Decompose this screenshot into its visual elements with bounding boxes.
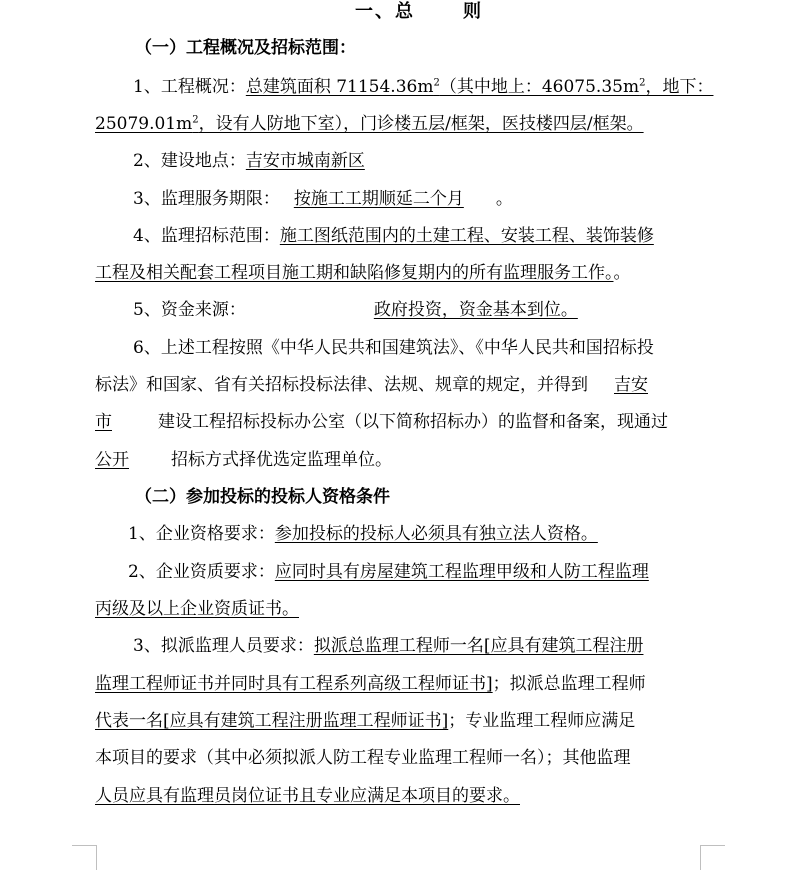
s1-p3-value: 按施工工期顺延二个月 (293, 189, 464, 209)
chapter-title-prefix: 一、总 (355, 1, 415, 22)
s2-p2-label: 2、企业资质要求： (128, 562, 275, 582)
section2-heading: （二）参加投标的投标人资格条件 (135, 487, 390, 507)
s2-p3-line3: 代表一名[应具有建筑工程注册监理工程师证书]；专业监理工程师应满足 (95, 711, 636, 731)
s2-p3-line4: 本项目的要求（其中必须拟派人防工程专业监理工程师一名）；其他监理 (95, 748, 631, 768)
page-corner-mark-left (72, 845, 97, 870)
s1-p6-line4: 公开 招标方式择优选定监理单位。 (95, 450, 392, 470)
s2-p3-line1 (133, 634, 643, 658)
s1-p4-label: 4、监理招标范围： (133, 226, 280, 246)
section1-heading: （一）工程概况及招标范围： (135, 38, 356, 58)
chapter-title (355, 0, 483, 24)
s2-p2-line2: 丙级及以上企业资质证书。 (95, 599, 299, 619)
s1-p5-label: 5、资金来源： (133, 300, 246, 320)
s2-p3-value1: 拟派总监理工程师一名[应具有建筑工程注册 (313, 636, 644, 656)
s1-p6-line2: 标法》和国家、省有关招标投标法律、法规、规章的规定，并得到 吉安 (95, 375, 648, 395)
s1-p5 (133, 298, 680, 322)
s1-p4-line2: 工程及相关配套工程项目施工期和缺陷修复期内的所有监理服务工作。。 (95, 263, 631, 283)
s1-p6-line3: 市 建设工程招标投标办公室（以下简称招标办）的监督和备案，现通过 (95, 412, 668, 432)
s2-p2-line1 (128, 560, 649, 584)
s1-p2-value: 吉安市城南新区 (245, 151, 365, 171)
s1-p4-value1: 施工图纸范围内的土建工程、安装工程、装饰装修 (279, 226, 654, 246)
s1-p1-value1: 总建筑面积 $71154.36m^2$（其中地上：$46075.35m^2$，地下： (245, 77, 714, 97)
s2-p3-line5: 人员应具有监理员岗位证书且专业应满足本项目的要求。 (95, 786, 520, 806)
s1-p3: 3、监理服务期限： 按施工工期顺延二个月 。 (133, 189, 513, 209)
s2-p3-line2: 监理工程师证书并同时具有工程系列高级工程师证书]；拟派总监理工程师 (95, 674, 646, 694)
s2-p1 (128, 522, 598, 546)
s1-p6-city: 吉安 (614, 375, 648, 395)
s1-p1-line1 (133, 75, 713, 99)
s1-p6-method: 公开 (95, 450, 129, 470)
s2-p3-label: 3、拟派监理人员要求： (133, 636, 314, 656)
s1-p1-label: 1、工程概况： (133, 77, 246, 97)
s1-p2-label: 2、建设地点： (133, 151, 246, 171)
s2-p1-value: 参加投标的投标人必须具有独立法人资格。 (274, 524, 598, 544)
s1-p5-value: 政府投资，资金基本到位。 (373, 300, 578, 320)
chapter-title-suffix: 则 (463, 1, 483, 22)
page-corner-mark-right (700, 845, 725, 870)
s2-p1-label: 1、企业资格要求： (128, 524, 275, 544)
s1-p6-line1: 6、上述工程按照《中华人民共和国建筑法》、《中华人民共和国招标投 (133, 338, 654, 358)
s1-p2 (133, 149, 377, 173)
s1-p1-line2: $25079.01m^2$，设有人防地下室），门诊楼五层/框架，医技楼四层/框架。 (95, 114, 644, 134)
s1-p4-line1 (133, 224, 654, 248)
s1-p3-label: 3、监理服务期限： (133, 189, 280, 209)
s2-p2-value1: 应同时具有房屋建筑工程监理甲级和人防工程监理 (274, 562, 649, 582)
